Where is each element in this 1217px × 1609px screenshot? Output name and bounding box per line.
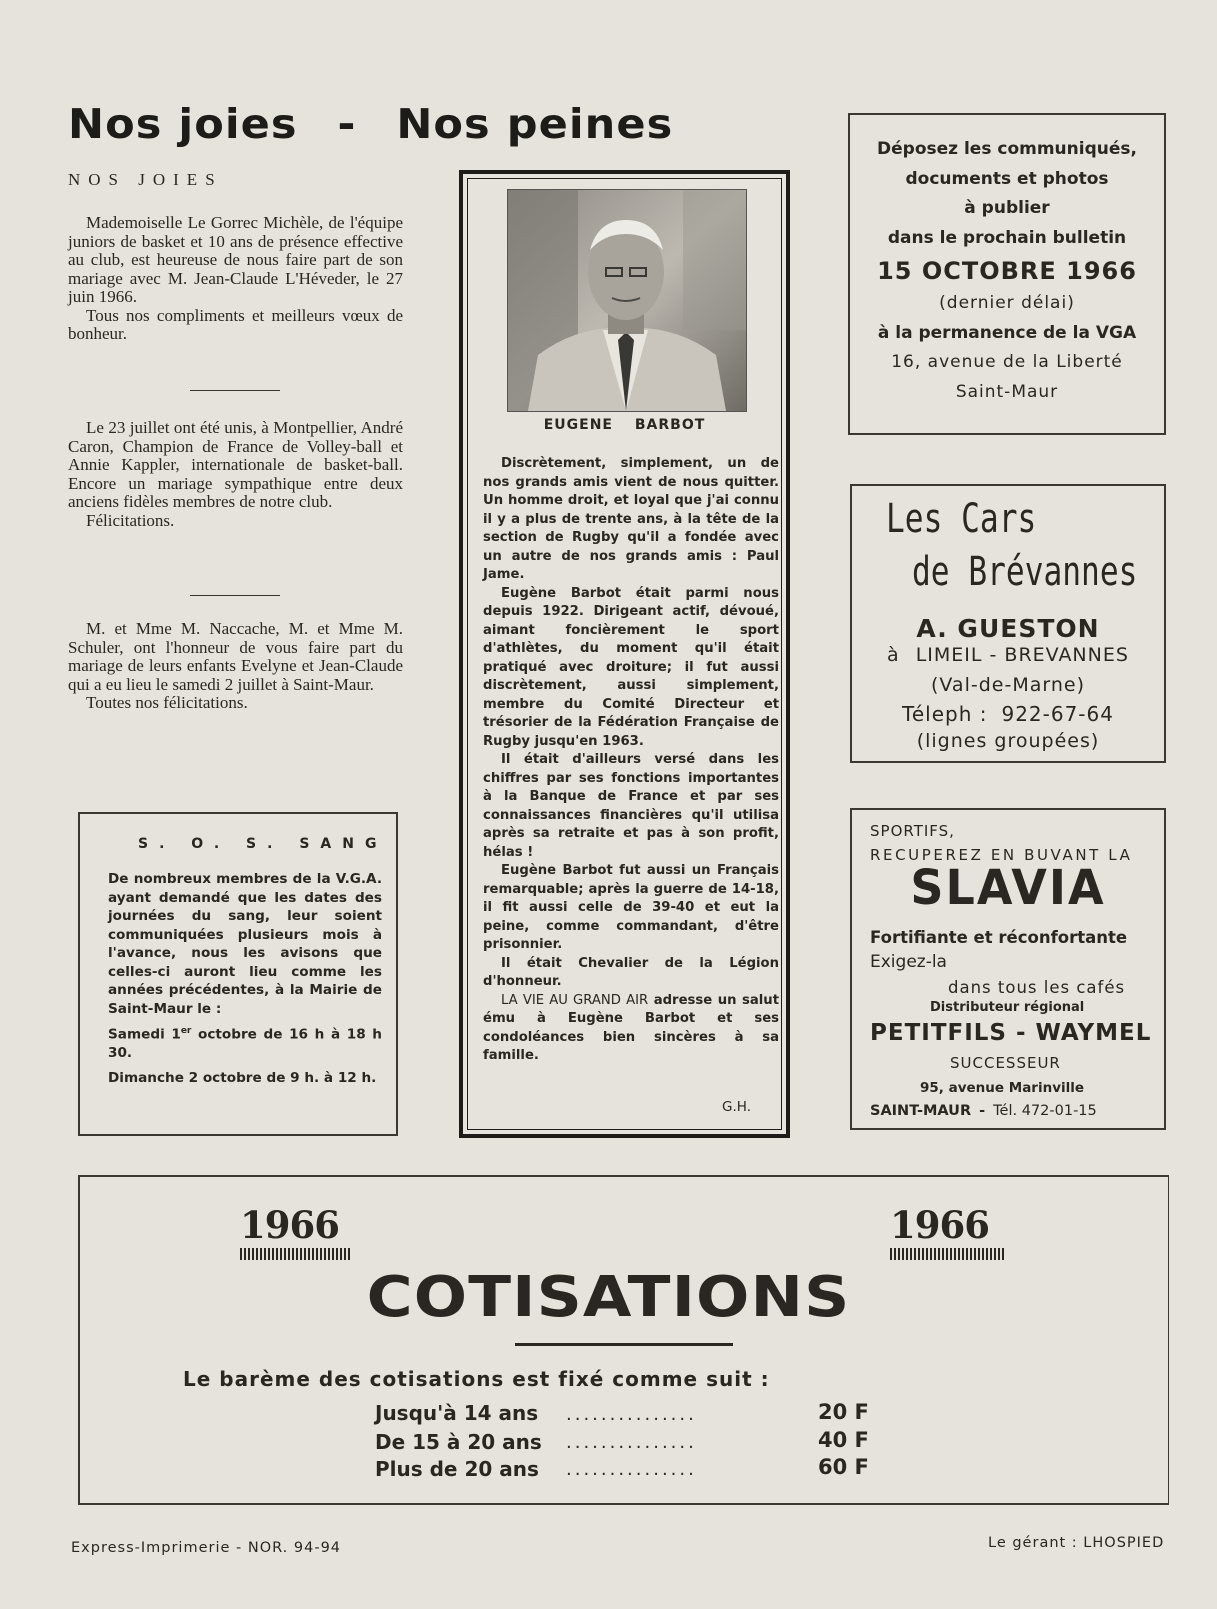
deposit-line: à publier	[964, 198, 1050, 218]
rate-row	[375, 1401, 538, 1425]
slavia-city: SAINT-MAUR	[870, 1103, 972, 1119]
year-decoration-right	[890, 1248, 1004, 1260]
cotisations-divider	[515, 1343, 733, 1346]
slavia-successor: SUCCESSEUR	[950, 1054, 1061, 1072]
rate-label: De 15 à 20 ans	[375, 1430, 542, 1454]
obituary-text	[483, 455, 779, 1066]
obituary-paragraph: Eugène Barbot fut aussi un Français remarquable; après la guerre de 14-18, il fit aussi celle de 39-40 et eut la peine, comme commandant, d'être prisonnier.	[483, 863, 779, 952]
slavia-dash: -	[979, 1103, 986, 1119]
cars-owner: A. GUESTON	[916, 614, 1100, 643]
slavia-line: SPORTIFS,	[870, 822, 955, 840]
slavia-line: Exigez-la	[870, 952, 947, 972]
paragraph-text: Tous nos compliments et meilleurs vœux de bonheur.	[68, 305, 403, 343]
deposit-line: à la permanence de la VGA	[877, 322, 1137, 343]
title-left: Nos joies	[68, 100, 298, 148]
deposit-address: 16, avenue de la Liberté	[891, 352, 1123, 372]
year-left: 1966	[240, 1203, 339, 1247]
paragraph-text: M. et Mme M. Naccache, M. et Mme M. Schuler, ont l'honneur de vous faire part du mariage de leurs enfants Evelyne et Jean-Claude qui a eu lieu le samedi 2 juillet à Saint-Maur.	[68, 619, 403, 694]
rate-price: 60 F	[818, 1455, 869, 1479]
year-decoration-left	[240, 1248, 350, 1260]
slavia-contact	[870, 1103, 1097, 1119]
sos-date-text: Samedi 1	[108, 1026, 181, 1043]
portrait-photo	[507, 189, 747, 412]
obituary-name: EUGENE BARBOT	[543, 417, 706, 433]
obituary-closing-text: adresse un salut ému à Eugène Barbot et ses condoléances bien sincères à sa famille.	[483, 992, 779, 1063]
cars-department: (Val-de-Marne)	[931, 674, 1085, 696]
section-heading-joies: NOS JOIES	[68, 170, 223, 189]
obituary-closing-caps: LA VIE AU GRAND AIR	[501, 992, 649, 1008]
slavia-address: 95, avenue Marinville	[920, 1080, 1085, 1096]
cotisations-intro: Le barème des cotisations est fixé comme suit :	[183, 1367, 770, 1391]
title-separator: -	[337, 100, 357, 148]
slavia-tagline: Fortifiante et réconfortante	[870, 928, 1128, 947]
sos-body: De nombreux membres de la V.G.A. ayant demandé que les dates des journées du sang, leur soient communiquées plusieurs mois à l'avance, nous les avisons que celles-ci auront lieu comme les années précédentes, à la Mairie de Saint-Maur le :	[108, 871, 382, 1017]
cars-phone-number: 922-67-64	[1001, 702, 1114, 726]
cars-lines-note: (lignes groupées)	[916, 730, 1100, 752]
slavia-line: RECUPEREZ EN BUVANT LA	[870, 846, 1133, 864]
rate-label: Jusqu'à 14 ans	[375, 1401, 539, 1425]
cars-city	[852, 644, 1164, 666]
obituary-paragraph: Eugène Barbot était parmi nous depuis 1922. Dirigeant actif, dévoué, aimant foncièrement le sport d'athlètes, du moment qu'il était pratiqué avec droiture; il fut aussi discrètement, aussi simplement, membre du Comité Directeur et trésorier de la Fédération Française de Rugby jusqu'en 1963.	[483, 585, 779, 749]
joies-paragraph-3	[68, 620, 403, 713]
dot-leader: ...............	[566, 1404, 697, 1425]
obituary-inner-border	[467, 178, 782, 1130]
joies-paragraph-2	[68, 419, 403, 530]
cars-city-prefix: à	[887, 644, 900, 666]
rate-price: 20 F	[818, 1400, 869, 1424]
dot-leader: ...............	[566, 1432, 697, 1453]
portrait-image	[508, 190, 746, 411]
paragraph-text: Toutes nos félicitations.	[86, 693, 248, 712]
page-title	[68, 100, 834, 148]
joies-paragraph-1	[68, 214, 403, 344]
dot-leader: ...............	[566, 1459, 697, 1480]
cars-brand-line-2: de Brévannes	[912, 549, 1138, 595]
deposit-city: Saint-Maur	[955, 381, 1059, 402]
obituary-signature: G.H.	[722, 1099, 751, 1115]
rate-label: Plus de 20 ans	[375, 1457, 539, 1481]
paragraph-text: Mademoiselle Le Gorrec Michèle, de l'équipe juniors de basket et 10 ans de présence effective au club, est heureuse de nous faire part de son mariage avec M. Jean-Claude L'Héveder, le 27 juin 1966.	[68, 213, 403, 306]
deposit-line: dans le prochain bulletin	[887, 227, 1127, 248]
divider	[190, 390, 280, 391]
obituary-closing	[483, 992, 779, 1066]
obituary-frame	[459, 170, 790, 1138]
slavia-line: dans tous les cafés	[948, 978, 1126, 997]
sos-title: S. O. S. SANG	[138, 836, 388, 852]
cotisations-title: COTISATIONS	[366, 1265, 851, 1330]
sos-date-2: Dimanche 2 octobre de 9 h. à 12 h.	[108, 1069, 377, 1086]
paragraph-text: Félicitations.	[86, 510, 175, 530]
slavia-brand-name: SLAVIA	[910, 858, 1106, 916]
obituary-paragraph: Discrètement, simplement, un de nos grands amis vient de nous quitter. Un homme droit, et loyal que j'ai connu il y a plus de trente ans, à la tête de la section de Rugby qu'il a fondée avec un autre de nos grands amis : Paul Jame.	[483, 456, 779, 582]
footer-manager: Le gérant : LHOSPIED	[988, 1535, 1165, 1551]
cars-phone-label: Téleph :	[902, 702, 988, 726]
cars-advert-box	[850, 484, 1166, 763]
year-right: 1966	[890, 1203, 989, 1247]
slavia-company: PETITFILS - WAYMEL	[870, 1020, 1152, 1046]
deposit-line: Déposez les communiqués,	[877, 139, 1137, 159]
sos-date-sup: er	[180, 1026, 192, 1036]
cars-city-name: LIMEIL - BREVANNES	[915, 644, 1129, 666]
paragraph-text: Le 23 juillet ont été unis, à Montpellier, André Caron, Champion de France de Volley-ball et Annie Kappler, internationale de basket-ball. Encore un mariage sympathique entre deux anciens fidèles membres de notre club.	[68, 418, 403, 511]
deposit-notice-box	[848, 113, 1166, 435]
sos-date-text: octobre de 16 h à 18 h 30.	[108, 1026, 382, 1062]
sos-sang-box	[78, 812, 398, 1136]
slavia-advert-box	[850, 808, 1166, 1130]
deposit-deadline-date: 15 OCTOBRE 1966	[877, 257, 1137, 285]
cars-phone	[852, 702, 1164, 726]
slavia-distributor-label: Distributeur régional	[930, 1000, 1085, 1015]
rate-price: 40 F	[818, 1428, 869, 1452]
obituary-paragraph: Il était Chevalier de la Légion d'honneur.	[483, 955, 779, 989]
slavia-phone: Tél. 472-01-15	[993, 1103, 1097, 1119]
divider	[190, 595, 280, 596]
cars-brand-line-1: Les Cars	[886, 496, 1037, 542]
footer-printer: Express-Imprimerie - NOR. 94-94	[71, 1540, 342, 1556]
title-right: Nos peines	[396, 100, 674, 148]
rate-row	[375, 1457, 539, 1481]
sos-date-1	[108, 1022, 382, 1063]
rate-row	[375, 1430, 542, 1454]
obituary-paragraph: Il était d'ailleurs versé dans les chiffres par ses fonctions importantes à la Banque de France et par ses connaissances financières qu'il utilisa après sa retraite et pas à son profit, hélas !	[483, 752, 779, 860]
deposit-line: documents et photos	[905, 168, 1109, 189]
deposit-line: (dernier délai)	[939, 293, 1075, 313]
